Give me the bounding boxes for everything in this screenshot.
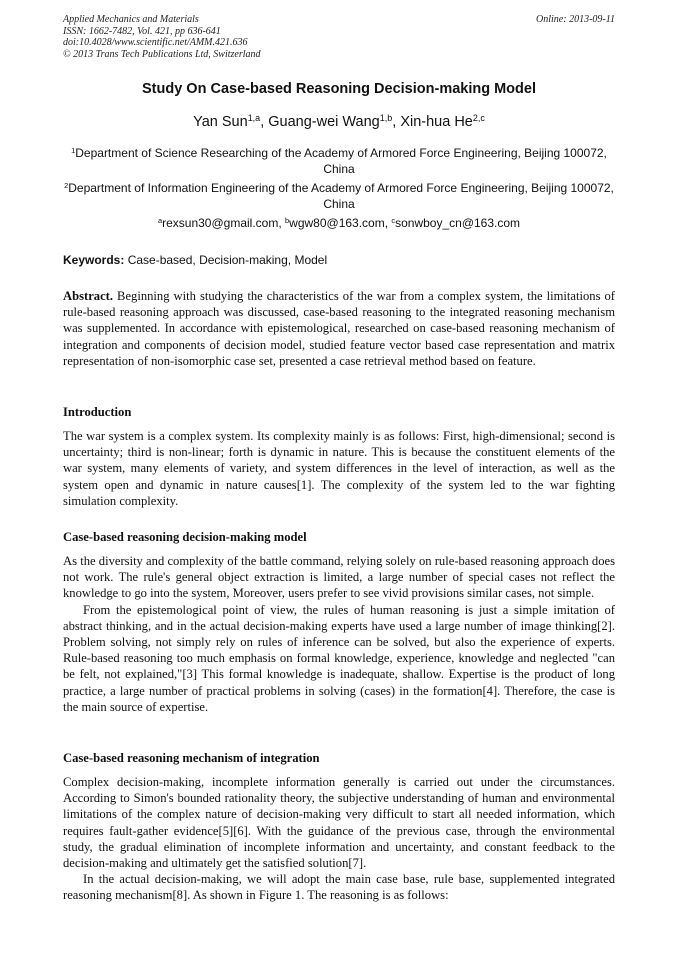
author-name: Xin-hua He bbox=[400, 114, 473, 130]
email-sup: c bbox=[391, 215, 396, 225]
affiliation-text: Department of Information Engineering of the Academy of Armored Force Engineering, Beijing 100072, China bbox=[68, 181, 614, 211]
abstract-label: Abstract. bbox=[63, 289, 114, 303]
affiliation-sup: 2 bbox=[64, 180, 69, 190]
journal-header bbox=[63, 14, 615, 60]
paragraph: As the diversity and complexity of the battle command, relying solely on rule-based reasoning approach does not work. The rule's general object extraction is limited, a large number of special cases not reflect the knowledge to go into the system, Moreover, users prefer to see vivid provisions similar cases, not simple. bbox=[63, 554, 615, 601]
author-sup: 2,c bbox=[472, 113, 485, 124]
section-heading: Introduction bbox=[63, 405, 132, 419]
affiliation bbox=[63, 180, 615, 212]
email-address: wgw80@163.com bbox=[289, 216, 385, 230]
author-sup: 1,a bbox=[247, 113, 261, 124]
email-sup: b bbox=[285, 215, 290, 225]
affiliation-sup: 1 bbox=[71, 145, 76, 155]
keywords bbox=[63, 253, 615, 267]
section-body bbox=[63, 774, 615, 904]
keywords-text: Case-based, Decision-making, Model bbox=[127, 253, 328, 267]
affiliation-text: Department of Science Researching of the Academy of Armored Force Engineering, Beijing 100072, China bbox=[75, 146, 607, 176]
email-address: rexsun30@gmail.com bbox=[162, 216, 279, 230]
paper-title: Study On Case-based Reasoning Decision-making Model bbox=[142, 81, 536, 97]
section-body bbox=[63, 553, 615, 715]
author-list: Yan Sun$^{1,a}$, Guang-wei Wang$^{1,b}$, Xin-hua He$^{2,c}$ bbox=[193, 113, 485, 130]
keywords-label: Keywords: bbox=[63, 253, 125, 267]
section-heading: Case-based reasoning decision-making model bbox=[63, 530, 307, 544]
paragraph: From the epistemological point of view, the rules of human reasoning is just a simple imitation of abstract thinking, and in the actual decision-making experts have used a large number of image thinking[2]. Problem solving, not simply rely on rules of inference can be solved, but also the experience of experts. Rule-based reasoning too much emphasis on formal knowledge, experience, knowledge and neglected "can be felt, not explained,"[3] This formal knowledge is inadequate, shallow. Expertise is the product of long practice, a large number of practical problems in solving (cases) in the formation[4]. Therefore, the case is the main source of expertise. bbox=[63, 602, 615, 714]
section-heading: Case-based reasoning mechanism of integration bbox=[63, 751, 320, 765]
author-name: Yan Sun bbox=[193, 114, 248, 130]
journal-doi: doi:10.4028/www.scientific.net/AMM.421.636 bbox=[63, 37, 248, 48]
journal-copyright: © 2013 Trans Tech Publications Ltd, Switzerland bbox=[63, 48, 261, 60]
abstract-text: Beginning with studying the characteristics of the war from a complex system, the limitations of rule-based reasoning approach was discussed, case-based reasoning to the integrated reasoning mechanism was supplemented. In accordance with epistemological, researched on case-based reasoning mechanism of integration and components of decision model, studied feature vector based case representation and matrix representation of non-isomorphic case set, presented a case retrieval method based on feature. bbox=[63, 289, 615, 368]
email-address: sonwboy_cn@163.com bbox=[395, 216, 521, 230]
paragraph: The war system is a complex system. Its complexity mainly is as follows: First, high-dimensional; second is uncertainty; third is non-linear; forth is dynamic in nature. This is because the constituent elements of the war system, many elements of variety, and system differences in the level of interaction, as well as the system open and dynamic in nature causes[1]. The complexity of the system led to the war fighting simulation complexity. bbox=[63, 429, 615, 508]
journal-name: Applied Mechanics and Materials bbox=[63, 14, 199, 25]
paragraph: In the actual decision-making, we will adopt the main case base, rule base, supplemented integrated reasoning mechanism[8]. As shown in Figure 1. The reasoning is as follows: bbox=[63, 872, 615, 903]
author-name: Guang-wei Wang bbox=[268, 114, 380, 130]
journal-issn: ISSN: 1662-7482, Vol. 421, pp 636-641 bbox=[63, 25, 221, 37]
abstract bbox=[63, 288, 615, 369]
email-sup: a bbox=[157, 215, 163, 225]
affiliation bbox=[63, 145, 615, 177]
paragraph: Complex decision-making, incomplete information generally is carried out under the circumstances. According to Simon's bounded rationality theory, the subjective understanding of human and environmental limitations of the complex nature of decision-making very difficult to start all needed information, which requires fault-gather evidence[5][6]. With the guidance of the previous case, through the environmental study, the gradual elimination of incomplete information and uncertainty, and constant feedback to the decision-making and ultimately get the satisfied solution[7]. bbox=[63, 775, 615, 871]
online-date: Online: 2013-09-11 bbox=[536, 14, 615, 25]
author-sup: 1,b bbox=[379, 113, 393, 124]
section-body bbox=[63, 428, 615, 509]
email-list: $^a$rexsun30@gmail.com, $^b$wgw80@163.com, $^c$sonwboy_cn@163.com bbox=[157, 215, 521, 230]
